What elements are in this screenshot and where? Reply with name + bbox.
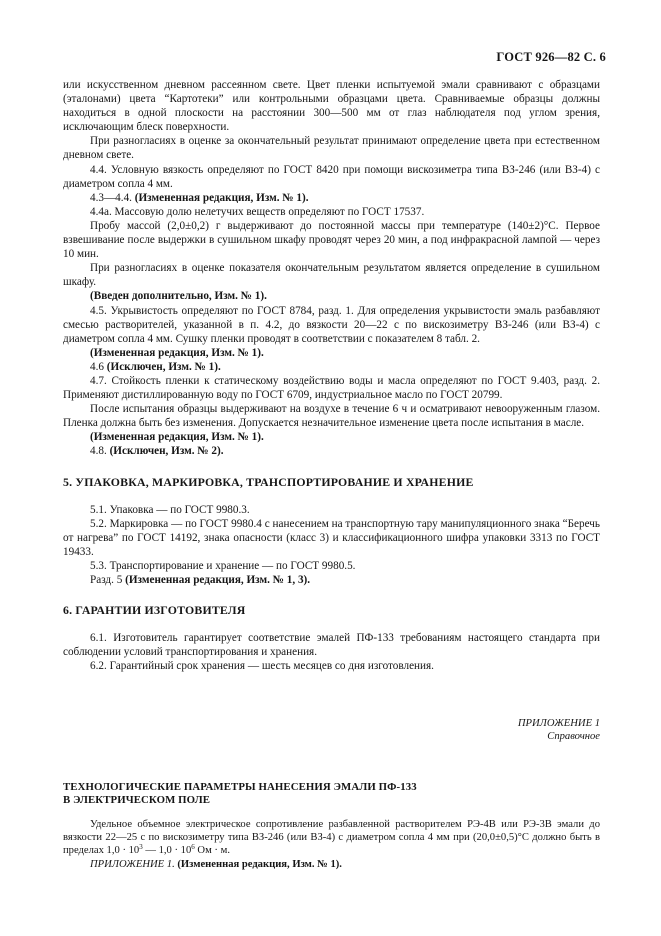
appendix-kind: Справочное (547, 730, 600, 742)
amendment-note: (Измененная редакция, Изм. № 1). (90, 346, 264, 359)
appendix-title-line2: В ЭЛЕКТРИЧЕСКОМ ПОЛЕ (63, 793, 211, 806)
amendment-note: (Введен дополнительно, Изм. № 1). (90, 290, 267, 303)
clause-4-4: 4.4. Условную вязкость определяют по ГОСТ 8420 при помощи вискозиметра типа ВЗ-246 (или ВЗ-4) с диаметром сопла 4 мм. (63, 163, 600, 190)
clause-4-7: 4.7. Стойкость пленки к статическому воздействию воды и масла определяют по ГОСТ 9.403, разд. 2. Применяют дистиллированную воду по ГОСТ 6709, индустриальное масло по ГОСТ 20799. (63, 374, 600, 402)
paragraph: или искусственном дневном рассеянном свете. Цвет пленки испытуемой эмали сравнивают с образцами (эталонами) цвета “Картотеки” или контрольными образцами цвета. Сравниваемые образцы должны находиться в одной плоскости на расстоянии 300—500 мм от глаз наблюдателя под углом зрения, исключающим блеск поверхности. (63, 79, 600, 134)
clause-5-2: 5.2. Маркировка — по ГОСТ 9980.4 с нанесением на транспортную тару манипуляционного знака “Беречь от нагрева” по ГОСТ 14192, знака опасности (класс 3) и классификационного шифра упаковки 3313 по ГОСТ 19433. (63, 517, 600, 558)
appendix-title-line1: ТЕХНОЛОГИЧЕСКИЕ ПАРАМЕТРЫ НАНЕСЕНИЯ ЭМАЛИ ПФ-133 (63, 780, 417, 793)
clause-4-4a: 4.4а. Массовую долю нелетучих веществ определяют по ГОСТ 17537. (90, 205, 425, 218)
clause-4-8: 4.8. (Исключен, Изм. № 2). (90, 445, 224, 458)
section-5-title: 5. УПАКОВКА, МАРКИРОВКА, ТРАНСПОРТИРОВАНИЕ И ХРАНЕНИЕ (63, 474, 474, 489)
appendix-amendment-note: ПРИЛОЖЕНИЕ 1. (Измененная редакция, Изм. № 1). (90, 858, 342, 870)
amendment-note: Разд. 5 (Измененная редакция, Изм. № 1, 3). (90, 574, 311, 587)
page-content (63, 78, 600, 871)
clause-6-2: 6.2. Гарантийный срок хранения — шесть месяцев со дня изготовления. (90, 660, 434, 673)
paragraph: При разногласиях в оценке за окончательный результат принимают определение цвета при естественном дневном свете. (63, 135, 600, 162)
page-header: ГОСТ 926—82 С. 6 (496, 50, 606, 64)
amendment-note: 4.3—4.4. (Измененная редакция, Изм. № 1). (90, 191, 309, 204)
clause-4-6: 4.6 (Исключен, Изм. № 1). (90, 360, 221, 373)
paragraph: При разногласиях в оценке показателя окончательным результатом является определение в сушильном шкафу. (63, 262, 600, 289)
clause-5-1: 5.1. Упаковка — по ГОСТ 9980.3. (90, 503, 250, 516)
appendix-text: Удельное объемное электрическое сопротивление разбавленной растворителем РЭ-4В или РЭ-3В эмали до вязкости 22—25 с по вискозиметру типа ВЗ-246 (или ВЗ-4) с диаметром сопла 4 мм при (20,0±0,5)°С должно быть в пределах $1,0 \cdot 10^3$ — $1,0 \cdot 10^6$ Ом · м. (63, 818, 600, 857)
paragraph: После испытания образцы выдерживают на воздухе в течение 6 ч и осматривают невооруженным глазом. Пленка должна быть без изменения. Допускается незначительное изменение цвета после испытания в масле. (63, 403, 600, 430)
clause-5-3: 5.3. Транспортирование и хранение — по ГОСТ 9980.5. (90, 560, 356, 572)
clause-4-5: 4.5. Укрывистость определяют по ГОСТ 8784, разд. 1. Для определения укрывистости эмаль разбавляют смесью растворителей, указанной в п. 4.2, до вязкости 20—22 с по вискозиметру ВЗ-246 (или ВЗ-4) с диаметром сопла 4 мм. Сушку пленки проводят в соответствии с показателем 8 табл. 2. (63, 304, 600, 345)
clause-6-1: 6.1. Изготовитель гарантирует соответствие эмалей ПФ-133 требованиям настоящего стандарта при соблюдении условий транспортирования и хранения. (63, 632, 600, 659)
appendix-label: ПРИЛОЖЕНИЕ 1 (517, 717, 600, 729)
amendment-note: (Измененная редакция, Изм. № 1). (90, 431, 264, 444)
section-6-title: 6. ГАРАНТИИ ИЗГОТОВИТЕЛЯ (63, 603, 246, 618)
paragraph: Пробу массой (2,0±0,2) г выдерживают до постоянной массы при температуре (140±2)°С. Первое взвешивание после выдержки в сушильном шкафу проводят через 20 мин, а под инфракрасной лампой — через 10 мин. (63, 219, 600, 261)
